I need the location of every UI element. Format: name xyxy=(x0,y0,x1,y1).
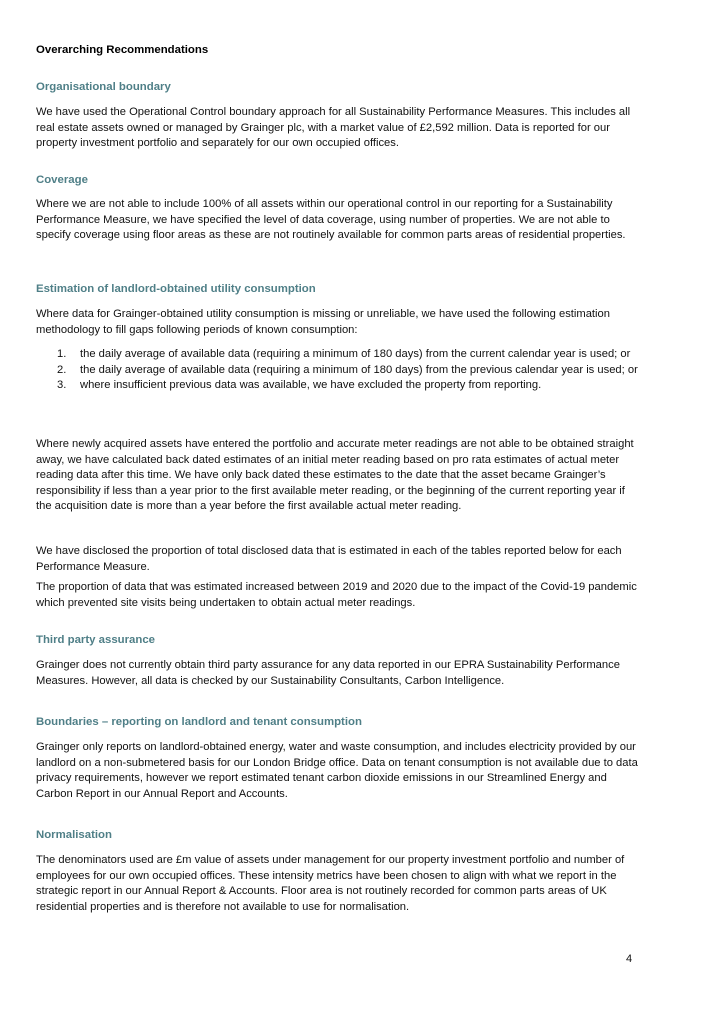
paragraph-organisational-boundary: We have used the Operational Control boundary approach for all Sustainability Performance Measures. This includes all real estate assets owned or managed by Grainger plc, with a market value of £2,592 million. Data is reported for our property investment portfolio and separately for our own occupied offices. xyxy=(36,106,631,150)
heading-boundaries: Boundaries – reporting on landlord and tenant consumption xyxy=(36,716,362,728)
heading-normalisation: Normalisation xyxy=(36,829,112,841)
paragraph-coverage: Where we are not able to include 100% of all assets within our operational control in our reporting for a Sustainability Performance Measure, we have specified the level of data coverage, using number of properties. We are not able to specify coverage using floor areas as these are not routinely available for common parts areas of residential properties. xyxy=(36,198,626,242)
paragraph-normalisation: The denominators used are £m value of assets under management for our property investment portfolio and number of employees for our own occupied offices. These intensity metrics have been chosen to align with what we report in the strategic report in our Annual Report & Accounts. Floor area is not routinely recorded for common parts areas of UK residential properties and is therefore not available to use for normalisation. xyxy=(36,854,625,913)
list-item xyxy=(36,363,642,379)
paragraph-covid-impact: The proportion of data that was estimated increased between 2019 and 2020 due to the impact of the Covid-19 pandemic which prevented site visits being undertaken to obtain actual meter readings. xyxy=(36,581,637,609)
paragraph-newly-acquired-assets: Where newly acquired assets have entered the portfolio and accurate meter readings are not able to be obtained straight away, we have calculated back dated estimates of an initial meter reading based on pro rata estimates of actual meter reading data after this time. We have only back dated these estimates to the date that the asset became Grainger’s responsibility if less than a year prior to the first available meter reading, or the beginning of the current reporting year if the acquisition date is more than a year before the first available actual meter reading. xyxy=(36,438,634,513)
heading-organisational-boundary: Organisational boundary xyxy=(36,81,171,93)
paragraph-estimation-intro: Where data for Grainger-obtained utility consumption is missing or unreliable, we have used the following estimation methodology to fill gaps following periods of known consumption: xyxy=(36,308,610,336)
list-item-number: 1. xyxy=(57,348,67,360)
heading-coverage: Coverage xyxy=(36,174,88,186)
paragraph-boundaries: Grainger only reports on landlord-obtained energy, water and waste consumption, and includes electricity provided by our landlord on a non-submetered basis for our London Bridge office. Data on tenant consumption is not available due to data privacy requirements, however we report estimated tenant carbon dioxide emissions in our Streamlined Energy and Carbon Report in our Annual Report and Accounts. xyxy=(36,741,638,800)
list-item-number: 3. xyxy=(57,379,67,392)
page-title: Overarching Recommendations xyxy=(36,44,209,56)
page-number: 4 xyxy=(626,953,633,965)
list-item xyxy=(36,347,642,363)
list-item xyxy=(36,378,642,394)
paragraph-third-party-assurance: Grainger does not currently obtain third party assurance for any data reported in our EPRA Sustainability Performance Measures. However, all data is checked by our Sustainability Consultants, Carbon Intelligence. xyxy=(36,659,620,687)
heading-estimation: Estimation of landlord-obtained utility consumption xyxy=(36,283,316,295)
list-item-text: the daily average of available data (requiring a minimum of 180 days) from the previous calendar year is used; or xyxy=(80,363,638,376)
list-item-text: where insufficient previous data was available, we have excluded the property from reporting. xyxy=(80,379,542,392)
heading-third-party-assurance: Third party assurance xyxy=(36,634,156,646)
estimation-method-list xyxy=(36,347,642,394)
list-item-text: the daily average of available data (requiring a minimum of 180 days) from the current calendar year is used; or xyxy=(80,348,631,360)
paragraph-estimated-proportion: We have disclosed the proportion of total disclosed data that is estimated in each of the tables reported below for each Performance Measure. xyxy=(36,545,622,573)
list-item-number: 2. xyxy=(57,363,67,376)
